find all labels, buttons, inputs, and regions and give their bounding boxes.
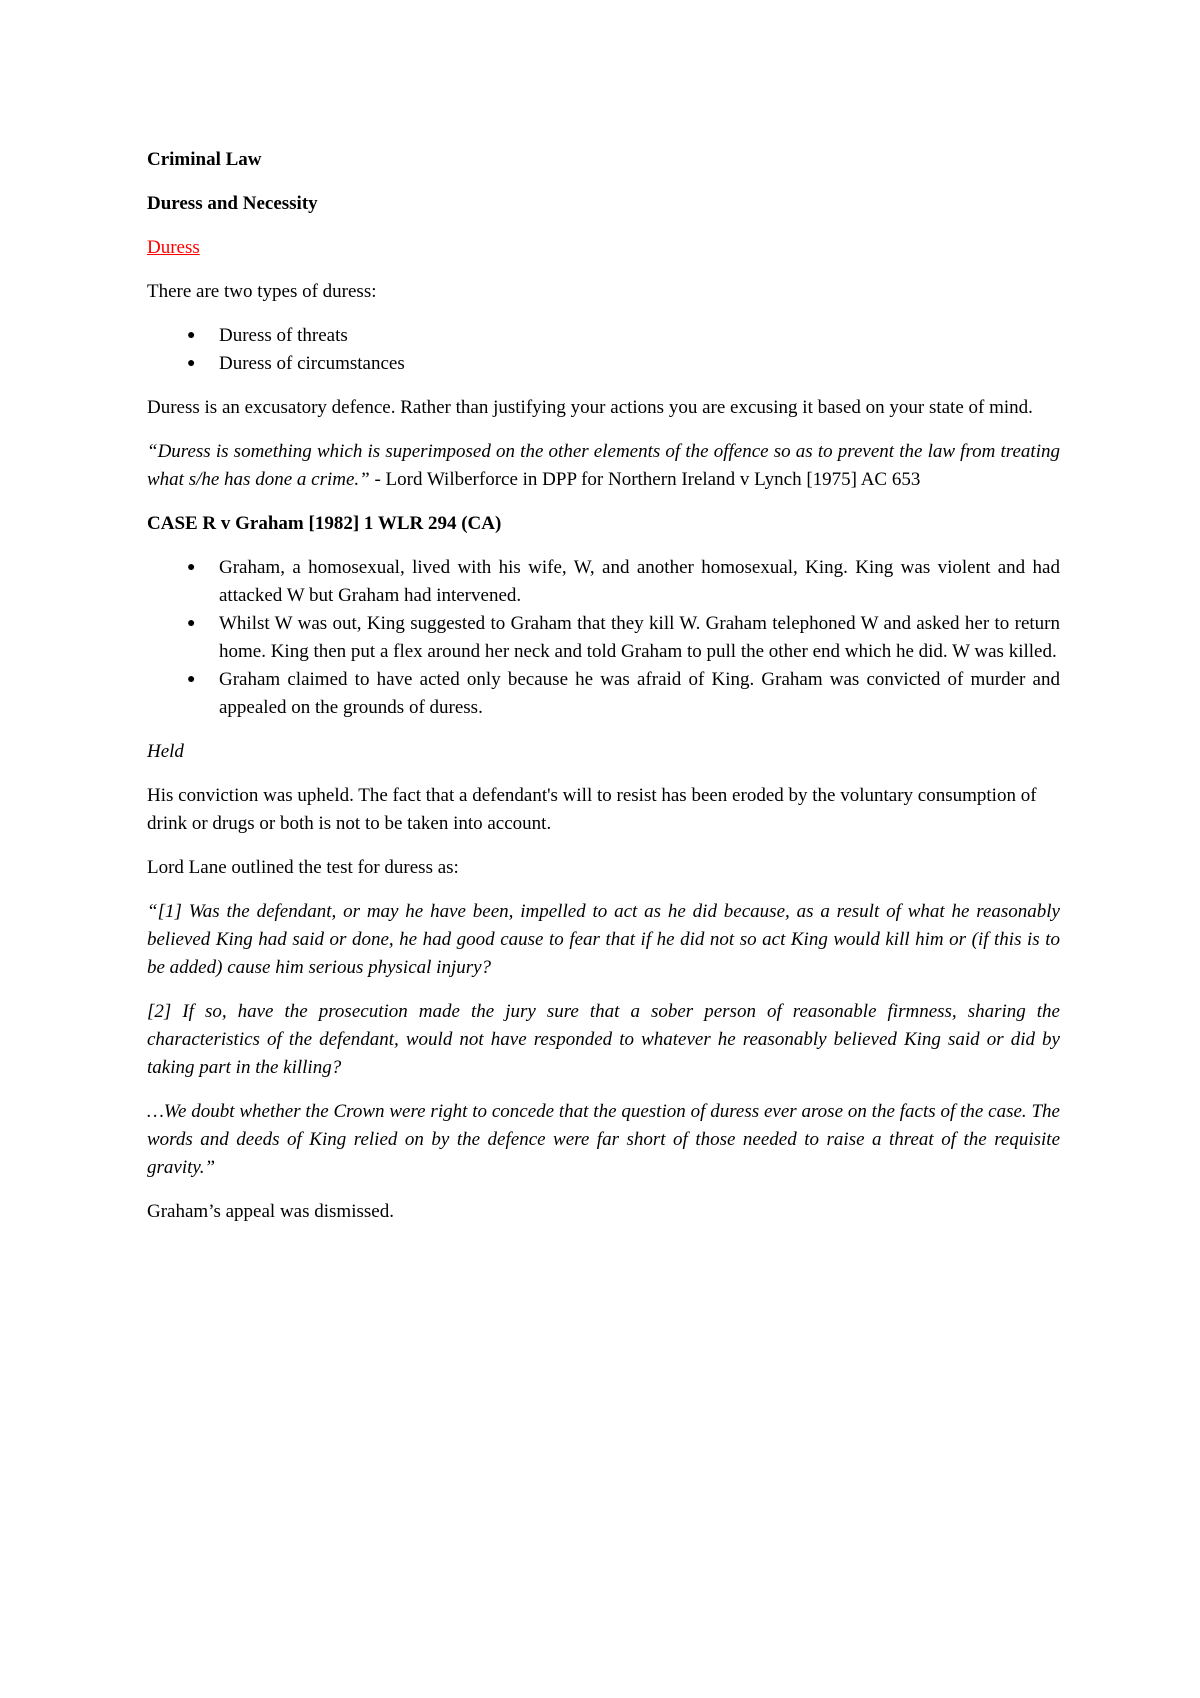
document-subtitle: Duress and Necessity xyxy=(147,193,318,214)
test-quote-2: [2] If so, have the prosecution made the jury sure that a sober person of reasonable firmness, sharing the characteristics of the defendant, would not have responded to whatever he reasonably believed King said or did by taking part in the killing? xyxy=(147,1001,1060,1078)
bullet-icon: ● xyxy=(187,560,196,575)
list-item-text: Whilst W was out, King suggested to Graham that they kill W. Graham telephoned W and asked her to return home. King then put a flex around her neck and told Graham to pull the other end which he did. W was killed. xyxy=(219,613,1060,662)
excusatory-paragraph: Duress is an excusatory defence. Rather than justifying your actions you are excusing it based on your state of mind. xyxy=(147,397,1033,418)
wilberforce-quote xyxy=(147,438,1060,494)
list-item xyxy=(147,350,1060,378)
list-item-text: Graham, a homosexual, lived with his wife, W, and another homosexual, King. King was violent and had attacked W but Graham had intervened. xyxy=(219,557,1060,606)
list-item xyxy=(147,666,1060,722)
list-item xyxy=(147,610,1060,666)
list-item-text: Duress of threats xyxy=(219,325,348,346)
bullet-icon: ● xyxy=(187,616,196,631)
duress-types-list xyxy=(147,322,1060,378)
test-quote-1: “[1] Was the defendant, or may he have been, impelled to act as he did because, as a result of what he reasonably believed King had said or done, he had good cause to fear that if he did not so act King would kill him or (if this is to be added) cause him serious physical injury? xyxy=(147,901,1060,978)
intro-paragraph: There are two types of duress: xyxy=(147,281,377,302)
section-heading xyxy=(147,234,1060,262)
held-label: Held xyxy=(147,741,184,762)
list-item xyxy=(147,554,1060,610)
case-facts-list xyxy=(147,554,1060,722)
conclusion-paragraph: Graham’s appeal was dismissed. xyxy=(147,1201,394,1222)
list-item xyxy=(147,322,1060,350)
list-item-text: Duress of circumstances xyxy=(219,353,405,374)
section-heading-text: Duress xyxy=(147,237,200,258)
bullet-icon: ● xyxy=(187,328,196,343)
case-heading: CASE R v Graham [1982] 1 WLR 294 (CA) xyxy=(147,513,502,534)
bullet-icon: ● xyxy=(187,672,196,687)
test-quote-3: …We doubt whether the Crown were right to concede that the question of duress ever arose on the facts of the case. The words and deeds of King relied on by the defence were far short of those needed to raise a threat of the requisite gravity.” xyxy=(147,1101,1060,1178)
lane-intro: Lord Lane outlined the test for duress as: xyxy=(147,857,459,878)
quote-text: “Duress is something which is superimposed on the other elements of the offence so as to prevent the law from treating what s/he has done a crime.” xyxy=(147,441,1060,490)
document-page xyxy=(147,146,1060,1242)
quote-attribution: - Lord Wilberforce in DPP for Northern Ireland v Lynch [1975] AC 653 xyxy=(369,469,921,490)
held-paragraph: His conviction was upheld. The fact that a defendant's will to resist has been eroded by the voluntary consumption of drink or drugs or both is not to be taken into account. xyxy=(147,785,1037,834)
bullet-icon: ● xyxy=(187,356,196,371)
document-title: Criminal Law xyxy=(147,149,262,170)
list-item-text: Graham claimed to have acted only because he was afraid of King. Graham was convicted of murder and appealed on the grounds of duress. xyxy=(219,669,1060,718)
